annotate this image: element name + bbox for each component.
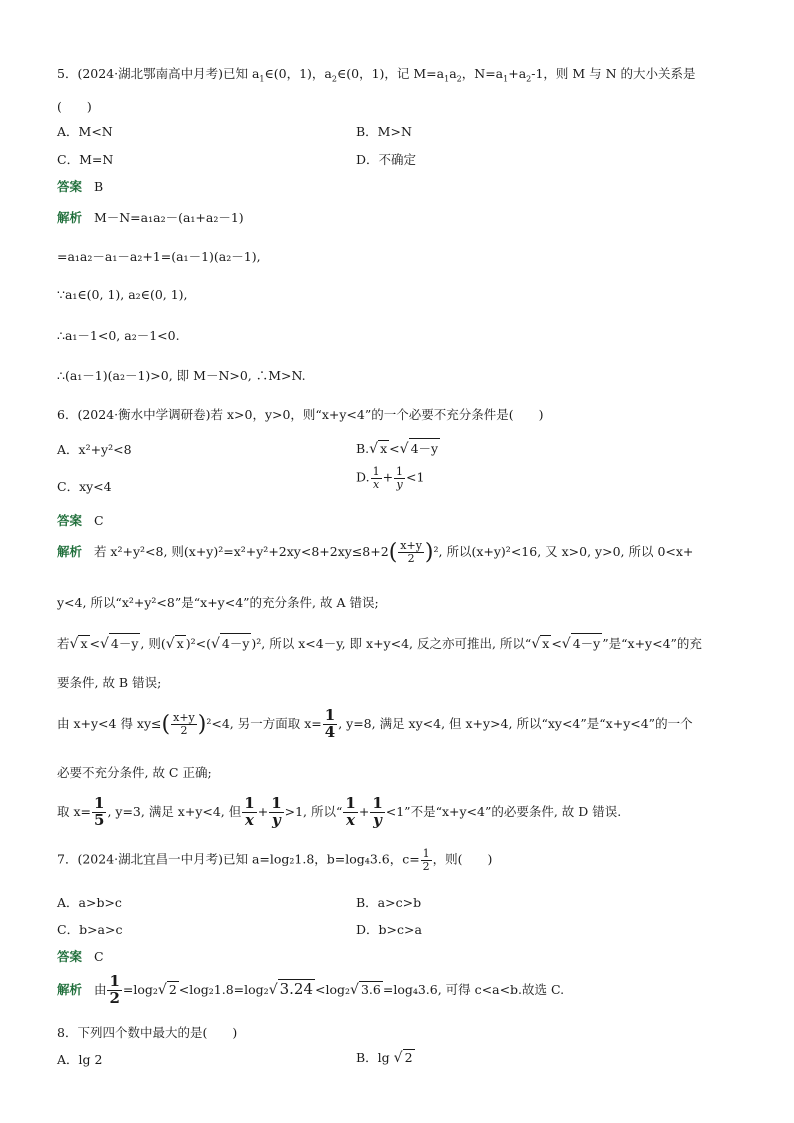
q5-stem: 5．(2024·湖北鄂南高中月考)已知 $a_1\in(0$，1)，$a_2\in(0$，1)，记 $M=a_1a_2$，$N=a_1+a_2-1$，则 M 与 N 的大小关系是 xyxy=(57,66,696,84)
answer-label: 答案 xyxy=(57,179,83,194)
q6-solution-7: 取 x= $\frac{1}{5}$ , y=3, 满足 x+y<4, 但 $\frac{1}{x}$ + $\frac{1}{y}$ >1, 所以“ $\frac{1}{x}$ + $\frac{1}{y}$ <1”不是“x+y<4”的必要条件, 故 D 错误. xyxy=(57,794,622,829)
q8-option-a: A．lg 2 xyxy=(57,1052,103,1067)
q7-option-c: C．b>a>c xyxy=(57,922,123,937)
q6-option-a: A．x²+y²<8 xyxy=(57,442,132,457)
answer-value: C xyxy=(93,949,104,964)
q5-solution-4: ∴a₁－1<0, a₂－1<0. xyxy=(57,328,180,343)
q5-solution-3: ∵a₁∈(0, 1), a₂∈(0, 1), xyxy=(57,287,188,302)
q6-solution-6: 必要不充分条件, 故 C 正确; xyxy=(57,765,212,780)
q7-answer xyxy=(57,947,104,965)
answer-label: 答案 xyxy=(57,513,83,528)
q7-option-a: A．a>b>c xyxy=(57,895,122,910)
answer-label: 答案 xyxy=(57,949,83,964)
q5-solution-2: =a₁a₂－a₁－a₂+1=(a₁－1)(a₂－1), xyxy=(57,249,261,264)
q7-option-b: B．a>c>b xyxy=(356,895,422,910)
q6-solution-5: 由 x+y<4 得 xy≤( $\frac{x+y}{2}$ )²<4, 另一方面取 x= $\frac{1}{4}$ , y=8, 满足 xy<4, 但 x+y>4, 所以“xy<4”是“x+y<4”的一个 xyxy=(57,706,693,741)
answer-value: B xyxy=(93,179,104,194)
solution-label: 解析 xyxy=(57,210,83,225)
q6-solution-3: 若√ x <√ 4－y , 则(√ x )²<(√ 4－y )², 所以 x<4－y, 即 x+y<4, 反之亦可推出, 所以“√ x <√ 4－y ”是“x+y<4”的充 xyxy=(57,633,702,652)
q8-stem: 8．下列四个数中最大的是( ) xyxy=(57,1025,238,1040)
q5-solution-1: 解析 M－N=a₁a₂－(a₁+a₂－1) xyxy=(57,210,244,225)
solution-label: 解析 xyxy=(57,544,83,559)
q6-option-d: D. $\frac{1}{x}$ + $\frac{1}{y}$ <1 xyxy=(356,465,425,491)
q6-solution-4: 要条件, 故 B 错误; xyxy=(57,675,162,690)
solution-label: 解析 xyxy=(57,981,83,997)
q5-option-b: B．M>N xyxy=(356,124,412,139)
q6-answer xyxy=(57,511,104,529)
q6-option-c: C．xy<4 xyxy=(57,479,112,494)
q5-option-d: D．不确定 xyxy=(356,152,417,167)
q7-solution-1: 解析 由 $\frac{1}{2}$ =log₂√ 2 <log₂1.8=log₂√ 3.24 <log₂√ 3.6 =log₄3.6, 可得 c<a<b.故选 C. xyxy=(57,972,565,1007)
q5-solution-5: ∴(a₁－1)(a₂－1)>0, 即 M－N>0, ∴M>N. xyxy=(57,368,306,383)
q5-option-a: A．M<N xyxy=(57,124,113,139)
q6-solution-2: y<4, 所以“x²+y²<8”是“x+y<4”的充分条件, 故 A 错误; xyxy=(57,595,379,610)
q7-stem: 7．(2024·湖北宜昌一中月考)已知 a=log₂1.8，b=log₄3.6，c= $\frac{1}{2}$ ，则( ) xyxy=(57,847,493,873)
answer-value: C xyxy=(93,513,104,528)
q6-solution-1: 解析 若 x²+y²<8, 则(x+y)²=x²+y²+2xy<8+2xy≤8+2( $\frac{x+y}{2}$ )², 所以(x+y)²<16, 又 x>0, y>0, 所以 0<x+ xyxy=(57,539,694,565)
q5-answer xyxy=(57,177,103,195)
q5-paren: ( ) xyxy=(57,99,92,114)
q6-stem: 6．(2024·衡水中学调研卷)若 x>0，y>0，则“x+y<4”的一个必要不充分条件是( ) xyxy=(57,407,544,422)
q6-option-b: B.√ x <√ 4－y xyxy=(356,438,440,457)
q5-option-c: C．M=N xyxy=(57,152,114,167)
q8-option-b: B．lg √ 2 xyxy=(356,1050,413,1066)
q7-option-d: D．b>c>a xyxy=(356,922,422,937)
